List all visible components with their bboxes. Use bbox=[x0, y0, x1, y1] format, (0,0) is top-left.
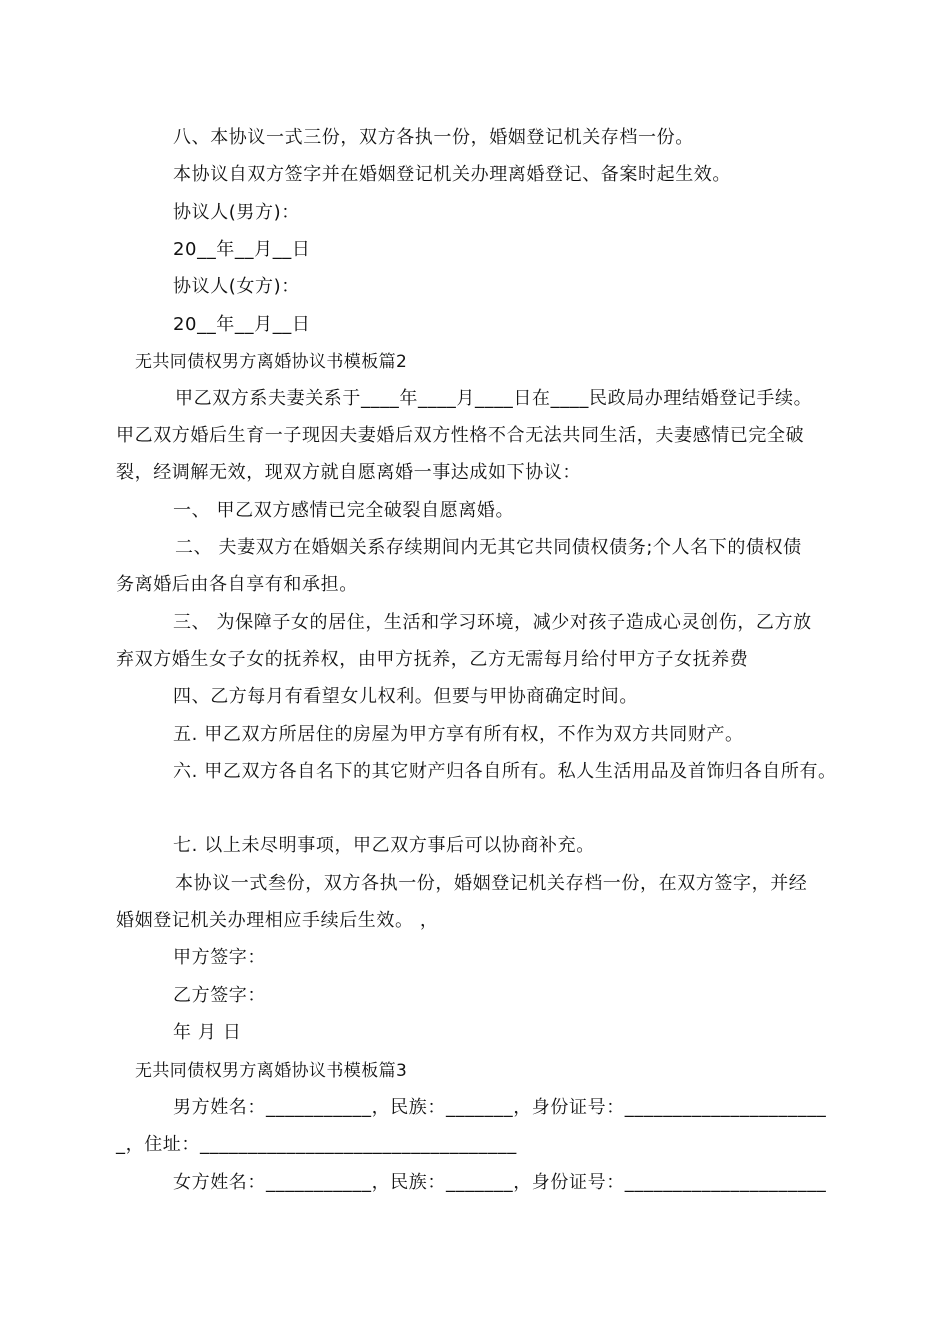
clause-2-line-2: 务离婚后由各自享有和承担。 bbox=[116, 574, 358, 595]
signatory-male-label: 协议人(男方)： bbox=[173, 202, 300, 223]
signatory-female-label: 协议人(女方)： bbox=[173, 276, 300, 297]
clause-3-line-1: 三、 为保障子女的居住，生活和学习环境，减少对孩子造成心灵创伤，乙方放 bbox=[173, 612, 812, 633]
date-line-female: 20__年__月__日 bbox=[173, 314, 311, 335]
date-line-male: 20__年__月__日 bbox=[173, 239, 311, 260]
copies-clause-line-2: 婚姻登记机关办理相应手续后生效。 ， bbox=[116, 910, 439, 931]
party-a-signature-label: 甲方签字： bbox=[173, 947, 266, 968]
male-info-line-1: 男方姓名：___________，民族：_______，身份证号：_____________________ bbox=[173, 1097, 827, 1118]
clause-6: 六. 甲乙双方各自名下的其它财产归各自所有。私人生活用品及首饰归各自所有。 bbox=[173, 761, 837, 782]
section-heading-2: 无共同债权男方离婚协议书模板篇2 bbox=[135, 352, 408, 372]
clause-4: 四、乙方每月有看望女儿权利。但要与甲协商确定时间。 bbox=[173, 686, 638, 707]
paragraph-intro-line-3: 裂，经调解无效，现双方就自愿离婚一事达成如下协议： bbox=[116, 462, 581, 483]
date-line: 年 月 日 bbox=[173, 1022, 242, 1043]
clause-1: 一、 甲乙双方感情已完全破裂自愿离婚。 bbox=[173, 500, 515, 521]
paragraph-intro-line-1: 甲乙双方系夫妻关系于____年____月____日在____民政局办理结婚登记手续。 bbox=[175, 388, 813, 409]
copies-clause-line-1: 本协议一式叁份，双方各执一份，婚姻登记机关存档一份，在双方签字，并经 bbox=[175, 873, 808, 894]
clause-2-line-1: 二、 夫妻双方在婚姻关系存续期间内无其它共同债权债务;个人名下的债权债 bbox=[175, 537, 802, 558]
party-b-signature-label: 乙方签字： bbox=[173, 985, 266, 1006]
clause-8: 八、本协议一式三份，双方各执一份，婚姻登记机关存档一份。 bbox=[173, 127, 694, 148]
male-info-line-2: _，住址：_________________________________ bbox=[116, 1134, 517, 1155]
clause-5: 五. 甲乙双方所居住的房屋为甲方享有所有权，不作为双方共同财产。 bbox=[173, 724, 744, 745]
section-heading-3: 无共同债权男方离婚协议书模板篇3 bbox=[135, 1061, 408, 1081]
clause-3-line-2: 弃双方婚生女子女的抚养权，由甲方抚养，乙方无需每月给付甲方子女抚养费 bbox=[116, 649, 749, 670]
clause-7: 七. 以上未尽明事项，甲乙双方事后可以协商补充。 bbox=[173, 835, 595, 856]
effective-clause: 本协议自双方签字并在婚姻登记机关办理离婚登记、备案时起生效。 bbox=[173, 164, 731, 185]
female-info-line-1: 女方姓名：___________，民族：_______，身份证号：_____________________ bbox=[173, 1172, 827, 1193]
paragraph-intro-line-2: 甲乙双方婚后生育一子现因夫妻婚后双方性格不合无法共同生活，夫妻感情已完全破 bbox=[116, 425, 805, 446]
